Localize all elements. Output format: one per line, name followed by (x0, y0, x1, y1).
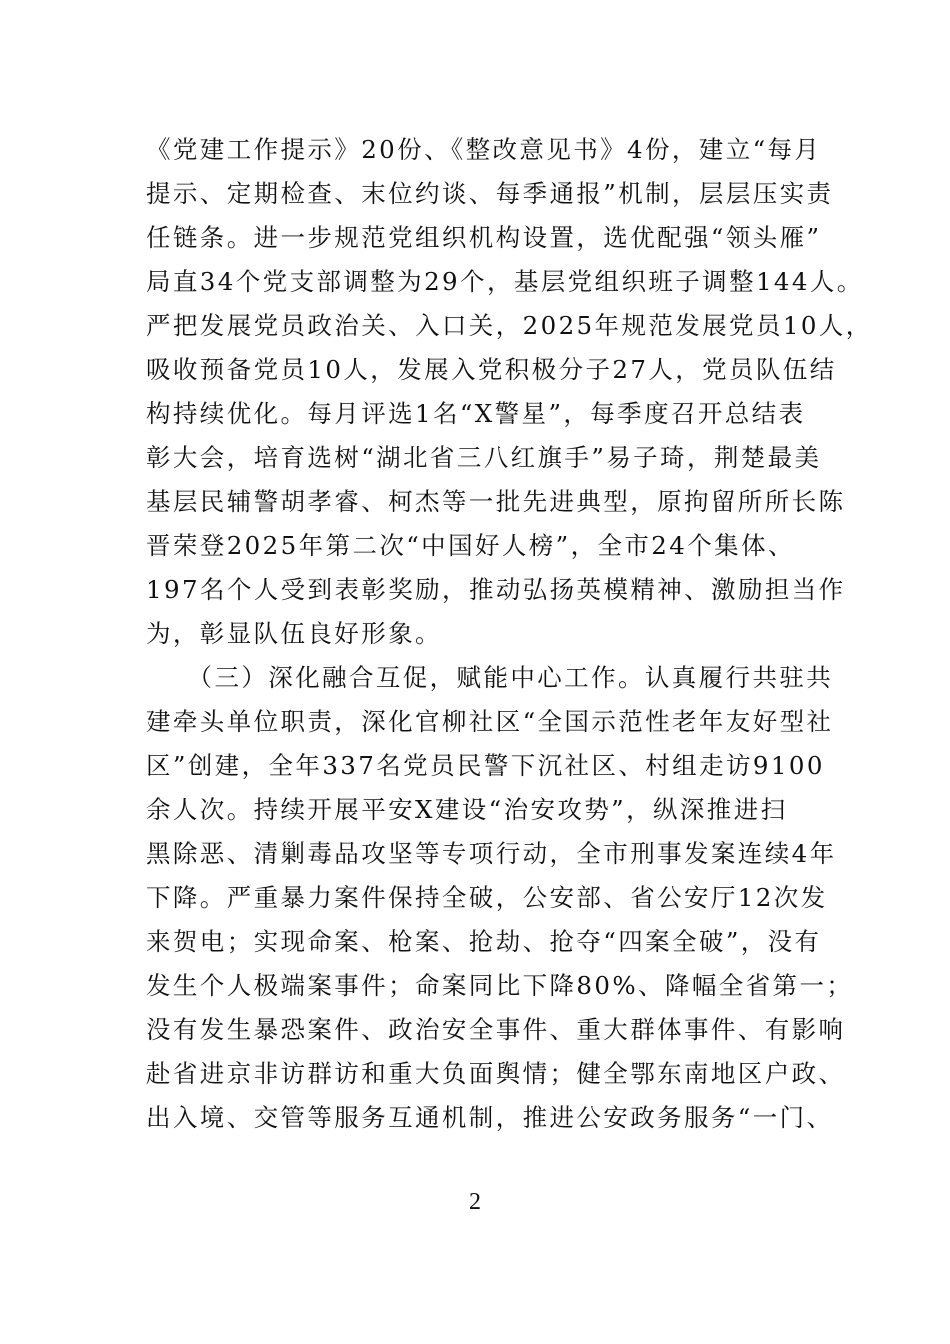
text-line: 区”创建，全年337名党员民警下沉社区、村组走访9100 (146, 751, 825, 780)
text-line: 下降。严重暴力案件保持全破，公安部、省公安厅12次发 (146, 883, 828, 912)
text-line: 赴省进京非访群访和重大负面舆情；健全鄂东南地区户政、 (146, 1059, 846, 1088)
text-line: 黑除恶、清剿毒品攻坚等专项行动，全市刑事发案连续4年 (146, 839, 837, 868)
text-line: 严把发展党员政治关、入口关，2025年规范发展党员10人， (146, 311, 873, 340)
text-line: 《党建工作提示》20份、《整改意见书》4份，建立“每月 (146, 135, 822, 164)
text-line: 为，彰显队伍良好形象。 (146, 619, 442, 648)
text-line: 出入境、交管等服务互通机制，推进公安政务服务“一门、 (146, 1103, 834, 1132)
section-heading-line: （三）深化融合互促，赋能中心工作。认真履行共驻共 (146, 663, 834, 692)
text-line: 基层民辅警胡孝睿、柯杰等一批先进典型，原拘留所所长陈 (146, 487, 846, 516)
text-line: 吸收预备党员10人，发展入党积极分子27人，党员队伍结 (146, 355, 837, 384)
text-line: 彰大会，培育选树“湖北省三八红旗手”易子琦，荆楚最美 (146, 443, 822, 472)
text-line: 发生个人极端案事件；命案同比下降80%、降幅全省第一； (146, 971, 854, 1000)
body-text (146, 128, 873, 1140)
page-number: 2 (469, 1189, 481, 1215)
text-line: 提示、定期检查、末位约谈、每季通报”机制，层层压实责 (146, 179, 834, 208)
text-line: 余人次。持续开展平安X建设“治安攻势”，纵深推进扫 (146, 795, 788, 824)
text-line: 晋荣登2025年第二次“中国好人榜”，全市24个集体、 (146, 531, 795, 560)
text-line: 来贺电；实现命案、枪案、抢劫、抢夺“四案全破”，没有 (146, 927, 822, 956)
text-line: 任链条。进一步规范党组织机构设置，选优配强“领头雁” (146, 223, 822, 252)
text-line: 197名个人受到表彰奖励，推动弘扬英模精神、激励担当作 (146, 575, 846, 604)
text-line: 构持续优化。每月评选1名“X警星”，每季度召开总结表 (146, 399, 806, 428)
text-line: 局直34个党支部调整为29个，基层党组织班子调整144人。 (146, 267, 864, 296)
text-line: 没有发生暴恐案件、政治安全事件、重大群体事件、有影响 (146, 1015, 846, 1044)
text-line: 建牵头单位职责，深化官柳社区“全国示范性老年友好型社 (146, 707, 834, 736)
